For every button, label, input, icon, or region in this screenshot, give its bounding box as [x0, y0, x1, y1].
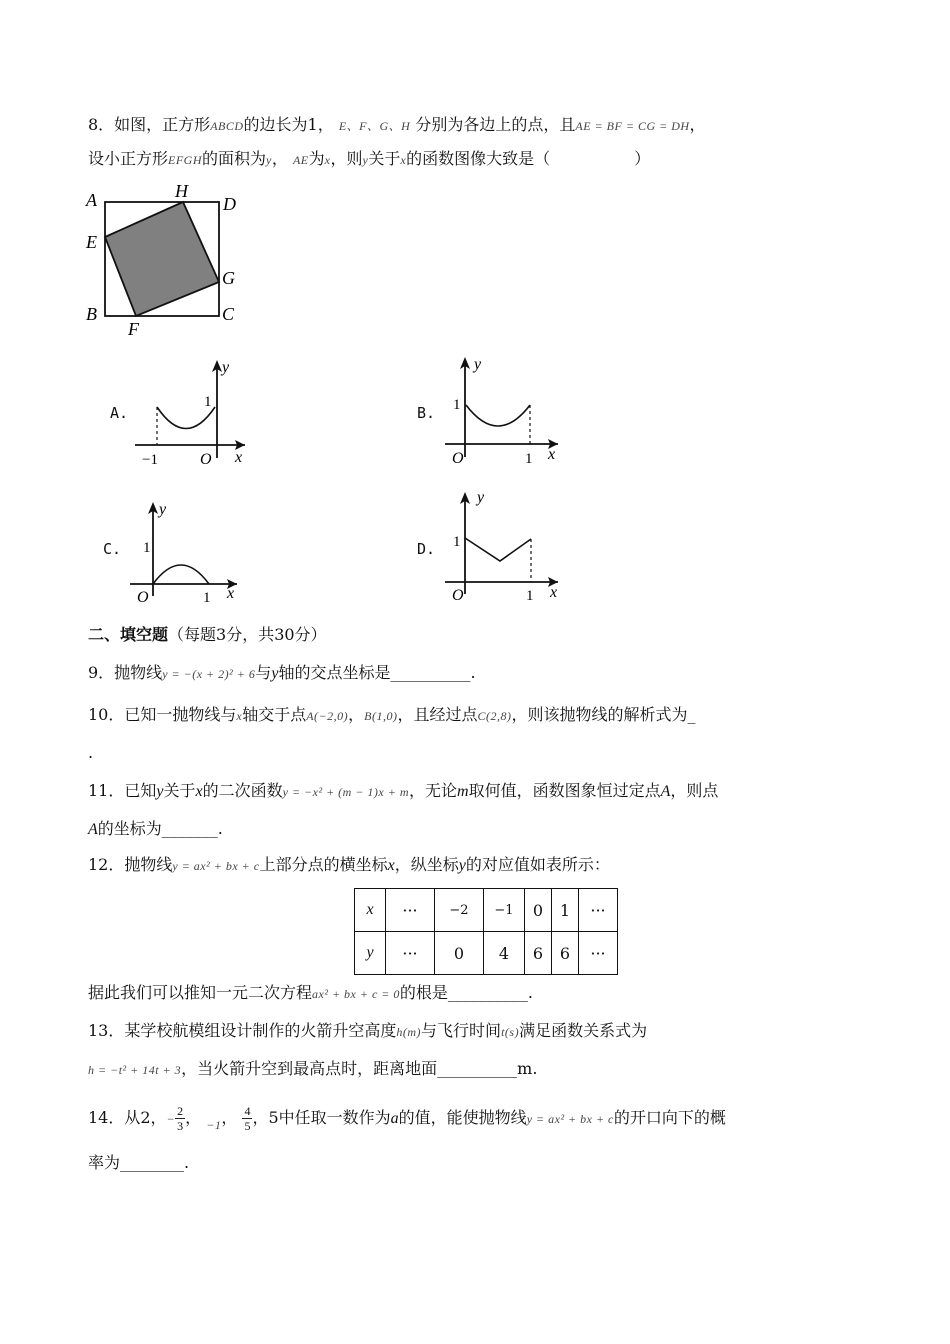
tick-x1: 1 [525, 451, 533, 465]
math-equal-segments: AE = BF = CG = DH [575, 119, 690, 133]
q12-x: x [387, 857, 395, 874]
q10-cont: . [88, 743, 94, 762]
q10-x: x [236, 709, 243, 723]
table-cell: 6 [552, 932, 579, 975]
origin-o: O [137, 589, 149, 606]
option-c-label[interactable]: C. [103, 540, 122, 558]
origin-o: O [200, 451, 212, 468]
math-ae: AE [292, 153, 309, 167]
q13 [88, 1020, 647, 1043]
q13-expr: h = −t² + 14t + 3 [88, 1063, 182, 1077]
table-cell: 0 [435, 932, 484, 975]
tick-1: 1 [453, 534, 461, 550]
q13-text: 满足函数关系式为 [519, 1021, 648, 1040]
q8-text: 的边长为1， [243, 115, 334, 134]
option-c-graph[interactable] [125, 496, 255, 606]
q14-text: 的开口向下的概 [613, 1108, 726, 1127]
option-a-graph[interactable] [130, 358, 260, 468]
label-D: D [223, 194, 236, 214]
q11-A: A [660, 783, 671, 800]
axis-x: x [548, 446, 556, 463]
answer-blank[interactable]: __________ [447, 983, 528, 1002]
q11-text: 的坐标为 [97, 819, 162, 838]
table-cell: −2 [435, 889, 484, 932]
math-abcd: ABCD [210, 119, 244, 133]
math-x: x [400, 153, 407, 167]
q8-text: ， [689, 115, 706, 134]
axis-y: y [474, 356, 482, 373]
denominator: 3 [177, 1119, 184, 1133]
table-cell: ··· [386, 932, 435, 975]
answer-blank[interactable]: ________ [120, 1153, 185, 1172]
q14-text: ， [221, 1108, 238, 1127]
table-cell: 6 [525, 932, 552, 975]
table-cell: 0 [525, 889, 552, 932]
tick-x1: 1 [203, 590, 211, 606]
curve-b [466, 405, 530, 426]
label-H: H [175, 181, 188, 201]
tick-neg1: −1 [142, 452, 158, 468]
curve-c [153, 565, 209, 584]
answer-blank[interactable]: __________ [390, 663, 471, 682]
option-d-graph[interactable] [440, 488, 580, 603]
table-cell: ··· [579, 932, 618, 975]
q8-text: 8．如图，正方形 [88, 115, 211, 134]
q12-text: . [527, 983, 533, 1002]
option-b-graph[interactable] [440, 355, 580, 465]
q9-expr: y = −(x + 2)² + 6 [162, 667, 256, 681]
q9-text: 与 [255, 663, 272, 682]
table-cell: x [355, 889, 386, 932]
q11-A: A [88, 821, 98, 838]
q12-expr: y = ax² + bx + c [172, 859, 260, 873]
inner-square-efgh [105, 202, 219, 316]
q14-text: 的值，能使抛物线 [398, 1108, 527, 1127]
q11-expr: y = −x² + (m − 1)x + m [282, 785, 410, 799]
q9 [88, 662, 476, 685]
table-row-y [355, 932, 618, 975]
tick-1: 1 [204, 394, 212, 410]
option-b-label[interactable]: B. [417, 404, 436, 422]
q13-unit: m. [517, 1059, 538, 1078]
q10-text: ，则该抛物线的解析式为_ [511, 705, 696, 724]
q8-text: ， [271, 149, 288, 168]
fraction-4-5 [242, 1104, 252, 1133]
q12-equation: ax² + bx + c = 0 [312, 987, 400, 1001]
table-cell: −1 [484, 889, 525, 932]
value-table [354, 888, 618, 975]
answer-blank[interactable]: _______ [161, 819, 218, 838]
tick-1: 1 [143, 540, 151, 556]
q13-text: ，当火箭升空到最高点时，距离地面 [181, 1059, 438, 1078]
table-cell: 4 [484, 932, 525, 975]
q11 [88, 780, 718, 803]
q11-m: m [457, 783, 469, 800]
label-B: B [86, 304, 97, 324]
q14-text: ， [185, 1108, 202, 1127]
q11-text: 关于 [163, 781, 196, 800]
section-heading: 二、填空题 [88, 625, 169, 644]
q10 [88, 704, 696, 727]
q11-y: y [156, 783, 164, 800]
square-figure [80, 180, 280, 340]
denominator: 5 [244, 1119, 251, 1133]
origin-o: O [452, 587, 464, 603]
section-note: （每题3分，共30分） [168, 625, 327, 644]
tick-x1: 1 [526, 588, 534, 603]
q9-y: y [271, 665, 279, 682]
q12-text: 据此我们可以推知一元二次方程 [88, 983, 313, 1002]
label-G: G [222, 268, 235, 288]
curve-d [465, 538, 531, 561]
table-cell: 1 [552, 889, 579, 932]
q11-text: ，无论 [409, 781, 458, 800]
axis-y: y [222, 359, 230, 376]
axis-y: y [477, 489, 485, 506]
q8-text: ，则 [330, 149, 363, 168]
q11-text: 取何值，函数图象恒过定点 [468, 781, 661, 800]
point-c: C(2,8) [477, 709, 512, 723]
option-a-label[interactable]: A. [110, 404, 129, 422]
q8-text: 为 [308, 149, 325, 168]
q14-text: ，5中任取一数作为 [252, 1108, 391, 1127]
q13-line2 [88, 1058, 537, 1081]
q12-text: 的根是 [399, 983, 448, 1002]
q10-text: ， [348, 705, 365, 724]
numerator: 2 [177, 1104, 184, 1118]
curve-a [157, 407, 215, 429]
math-efgh-points: E、F、G、H [338, 119, 411, 133]
point-a: A(−2,0) [306, 709, 349, 723]
math-x: x [324, 153, 331, 167]
tick-1: 1 [453, 397, 461, 413]
q11-line2 [88, 818, 223, 841]
q13-text: 13．某学校航模组设计制作的火箭升空高度 [88, 1021, 397, 1040]
q12-y: y [458, 857, 466, 874]
fraction-2-3 [175, 1104, 185, 1133]
q11-text: ，则点 [670, 781, 719, 800]
q12-text: 12．抛物线 [88, 855, 173, 874]
q12 [88, 854, 610, 877]
axis-x: x [550, 584, 558, 601]
q14-text: 14．从2， [88, 1108, 167, 1127]
q14-expr: y = ax² + bx + c [526, 1112, 614, 1126]
q14-line2 [88, 1152, 189, 1174]
axis-x: x [227, 585, 235, 602]
point-b: B(1,0) [364, 709, 398, 723]
q11-text: 11．已知 [88, 781, 157, 800]
q8-text: ） [634, 149, 651, 168]
table-cell: ··· [386, 889, 435, 932]
section-title [88, 624, 327, 646]
q11-x: x [195, 783, 203, 800]
table-cell: ··· [579, 889, 618, 932]
label-E: E [86, 232, 97, 252]
q14-a: a [390, 1110, 399, 1127]
q8-text: 分别为各边上的点，且 [415, 115, 576, 134]
origin-o: O [452, 450, 464, 465]
q11-text: . [217, 819, 223, 838]
q10-text: ，且经过点 [397, 705, 478, 724]
q8-text: 设小正方形 [88, 149, 169, 168]
label-F: F [128, 319, 139, 339]
q14-neg1: −1 [206, 1118, 222, 1132]
q14-text: . [184, 1153, 190, 1172]
q13-t: t(s) [501, 1025, 520, 1039]
q13-text: 与飞行时间 [421, 1021, 502, 1040]
q14 [88, 1098, 726, 1145]
math-efgh: EFGH [168, 153, 203, 167]
q14-text: 率为 [88, 1153, 121, 1172]
q12-after [88, 982, 533, 1005]
q12-text: ，纵坐标 [394, 855, 459, 874]
table-cell: y [355, 932, 386, 975]
q13-h: h(m) [396, 1025, 422, 1039]
q8-line1 [88, 114, 706, 137]
q9-text: 轴的交点坐标是 [278, 663, 391, 682]
q11-text: 的二次函数 [202, 781, 283, 800]
answer-blank[interactable]: __________ [437, 1059, 518, 1078]
q12-text: 上部分点的横坐标 [259, 855, 388, 874]
q8-line2 [88, 148, 650, 171]
numerator: 4 [244, 1104, 251, 1118]
q9-text: 9．抛物线 [88, 663, 163, 682]
q12-text: 的对应值如表所示： [465, 855, 610, 874]
q10-text: 轴交于点 [242, 705, 307, 724]
q8-text: 关于 [368, 149, 401, 168]
q8-text: 的面积为 [202, 149, 267, 168]
q8-text: 的函数图像大致是（ [406, 149, 551, 168]
option-d-label[interactable]: D. [417, 540, 436, 558]
axis-y: y [159, 501, 167, 518]
label-A: A [86, 190, 97, 210]
q10-text: 10．已知一抛物线与 [88, 705, 237, 724]
math-y: y [266, 153, 272, 167]
table-row-x [355, 889, 618, 932]
q14-minus: − [166, 1112, 176, 1126]
label-C: C [222, 304, 235, 324]
math-y: y [362, 153, 369, 167]
axis-x: x [235, 449, 243, 466]
q9-text: . [470, 663, 476, 682]
